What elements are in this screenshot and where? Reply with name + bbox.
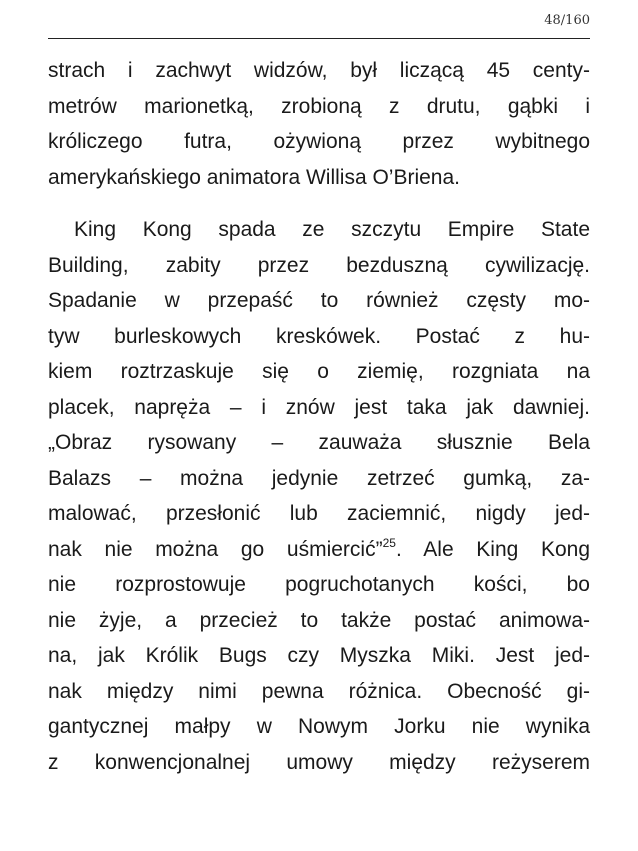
- text-line: placek, napręża – i znów jest taka jak dawniej.: [48, 395, 590, 419]
- text-line: [48, 532, 590, 568]
- text-line: tyw burleskowych kreskówek. Postać z hu-: [48, 324, 590, 348]
- text-line: króliczego futra, ożywioną przez wybitnego: [48, 130, 590, 153]
- text-line: Spadanie w przepaść to również częsty mo-: [48, 289, 590, 312]
- text-line: Balazs – można jedynie zetrzeć gumką, za-: [48, 466, 590, 490]
- text-line: z konwencjonalnej umowy między reżyserem: [48, 750, 590, 774]
- text-line: nie żyje, a przecież to także postać animowa-: [48, 608, 590, 632]
- text-line: „Obraz rysowany – zauważa słusznie Bela: [48, 431, 590, 454]
- text-line: na, jak Królik Bugs czy Myszka Miki. Jest jed-: [48, 644, 590, 667]
- text-line: strach i zachwyt widzów, był liczącą 45 centy-: [48, 59, 590, 82]
- paragraph-1: [48, 53, 590, 195]
- text-line: gantycznej małpy w Nowym Jorku nie wynika: [48, 715, 590, 738]
- text-line: metrów marionetką, zrobioną z drutu, gąbki i: [48, 94, 590, 118]
- text-line: King Kong spada ze szczytu Empire State: [74, 218, 590, 241]
- text-line: Building, zabity przez bezduszną cywilizację.: [48, 253, 590, 277]
- page-number: 48/160: [544, 13, 590, 28]
- text-segment: . Ale King Kong: [395, 537, 591, 561]
- text-segment: nak nie można go uśmiercić”: [48, 537, 383, 561]
- text-line: amerykańskiego animatora Willisa O’Briena.: [48, 165, 460, 189]
- header-rule: [48, 38, 590, 39]
- paragraph-2: [48, 212, 590, 780]
- footnote-reference[interactable]: 25: [382, 535, 396, 550]
- text-line: malować, przesłonić lub zaciemnić, nigdy jed-: [48, 502, 590, 525]
- text-line: nak między nimi pewna różnica. Obecność gi-: [48, 679, 590, 703]
- text-line: nie rozprostowuje pogruchotanych kości, bo: [48, 573, 590, 596]
- text-line: kiem roztrzaskuje się o ziemię, rozgniata na: [48, 360, 590, 383]
